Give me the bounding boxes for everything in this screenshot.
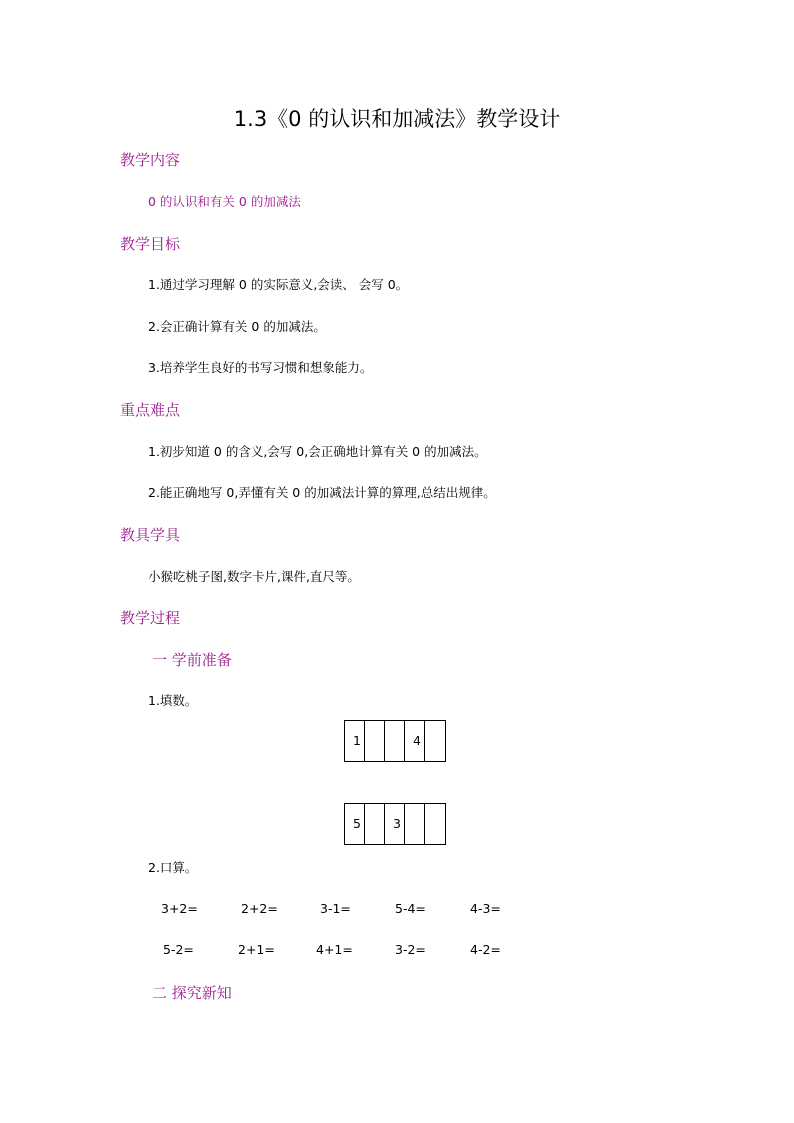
key-item-1: 1.初步知道 0 的含义,会写 0,会正确地计算有关 0 的加减法。	[148, 444, 487, 459]
heading-key-points: 重点难点	[120, 401, 181, 419]
grid-cell	[405, 804, 425, 844]
grid-cell: 1	[345, 721, 365, 761]
process-part-1: 一 学前准备	[152, 651, 232, 669]
calc-item: 5-4=	[395, 901, 426, 916]
calc-item: 3-1=	[320, 901, 351, 916]
calc-item: 3-2=	[395, 942, 426, 957]
number-grid-1	[344, 720, 446, 762]
heading-process: 教学过程	[120, 609, 181, 627]
process-part-2: 二 探究新知	[152, 984, 232, 1002]
key-item-2: 2.能正确地写 0,弄懂有关 0 的加减法计算的算理,总结出规律。	[148, 485, 496, 500]
grid-cell	[365, 721, 385, 761]
grid-cell	[425, 804, 445, 844]
calc-item: 2+2=	[241, 901, 278, 916]
tools-text: 小猴吃桃子图,数字卡片,课件,直尺等。	[148, 569, 360, 584]
number-grid-2	[344, 803, 446, 845]
page-title: 1.3《0 的认识和加减法》教学设计	[233, 107, 561, 131]
oral-label: 2.口算。	[148, 860, 198, 875]
goal-item-1: 1.通过学习理解 0 的实际意义,会读、 会写 0。	[148, 277, 409, 292]
fill-label: 1.填数。	[148, 693, 198, 708]
calc-item: 4-2=	[470, 942, 501, 957]
calc-item: 5-2=	[163, 942, 194, 957]
grid-cell: 4	[405, 721, 425, 761]
grid-cell: 3	[385, 804, 405, 844]
goal-item-3: 3.培养学生良好的书写习惯和想象能力。	[148, 360, 373, 375]
goal-item-2: 2.会正确计算有关 0 的加减法。	[148, 319, 326, 334]
grid-cell: 5	[345, 804, 365, 844]
heading-content: 教学内容	[120, 151, 181, 169]
calc-item: 3+2=	[161, 901, 198, 916]
calc-item: 2+1=	[238, 942, 275, 957]
grid-cell	[425, 721, 445, 761]
heading-goals: 教学目标	[120, 235, 181, 253]
calc-item: 4-3=	[470, 901, 501, 916]
grid-cell	[385, 721, 405, 761]
heading-tools: 教具学具	[120, 526, 181, 544]
content-text: 0 的认识和有关 0 的加减法	[148, 194, 301, 209]
calc-item: 4+1=	[316, 942, 353, 957]
grid-cell	[365, 804, 385, 844]
